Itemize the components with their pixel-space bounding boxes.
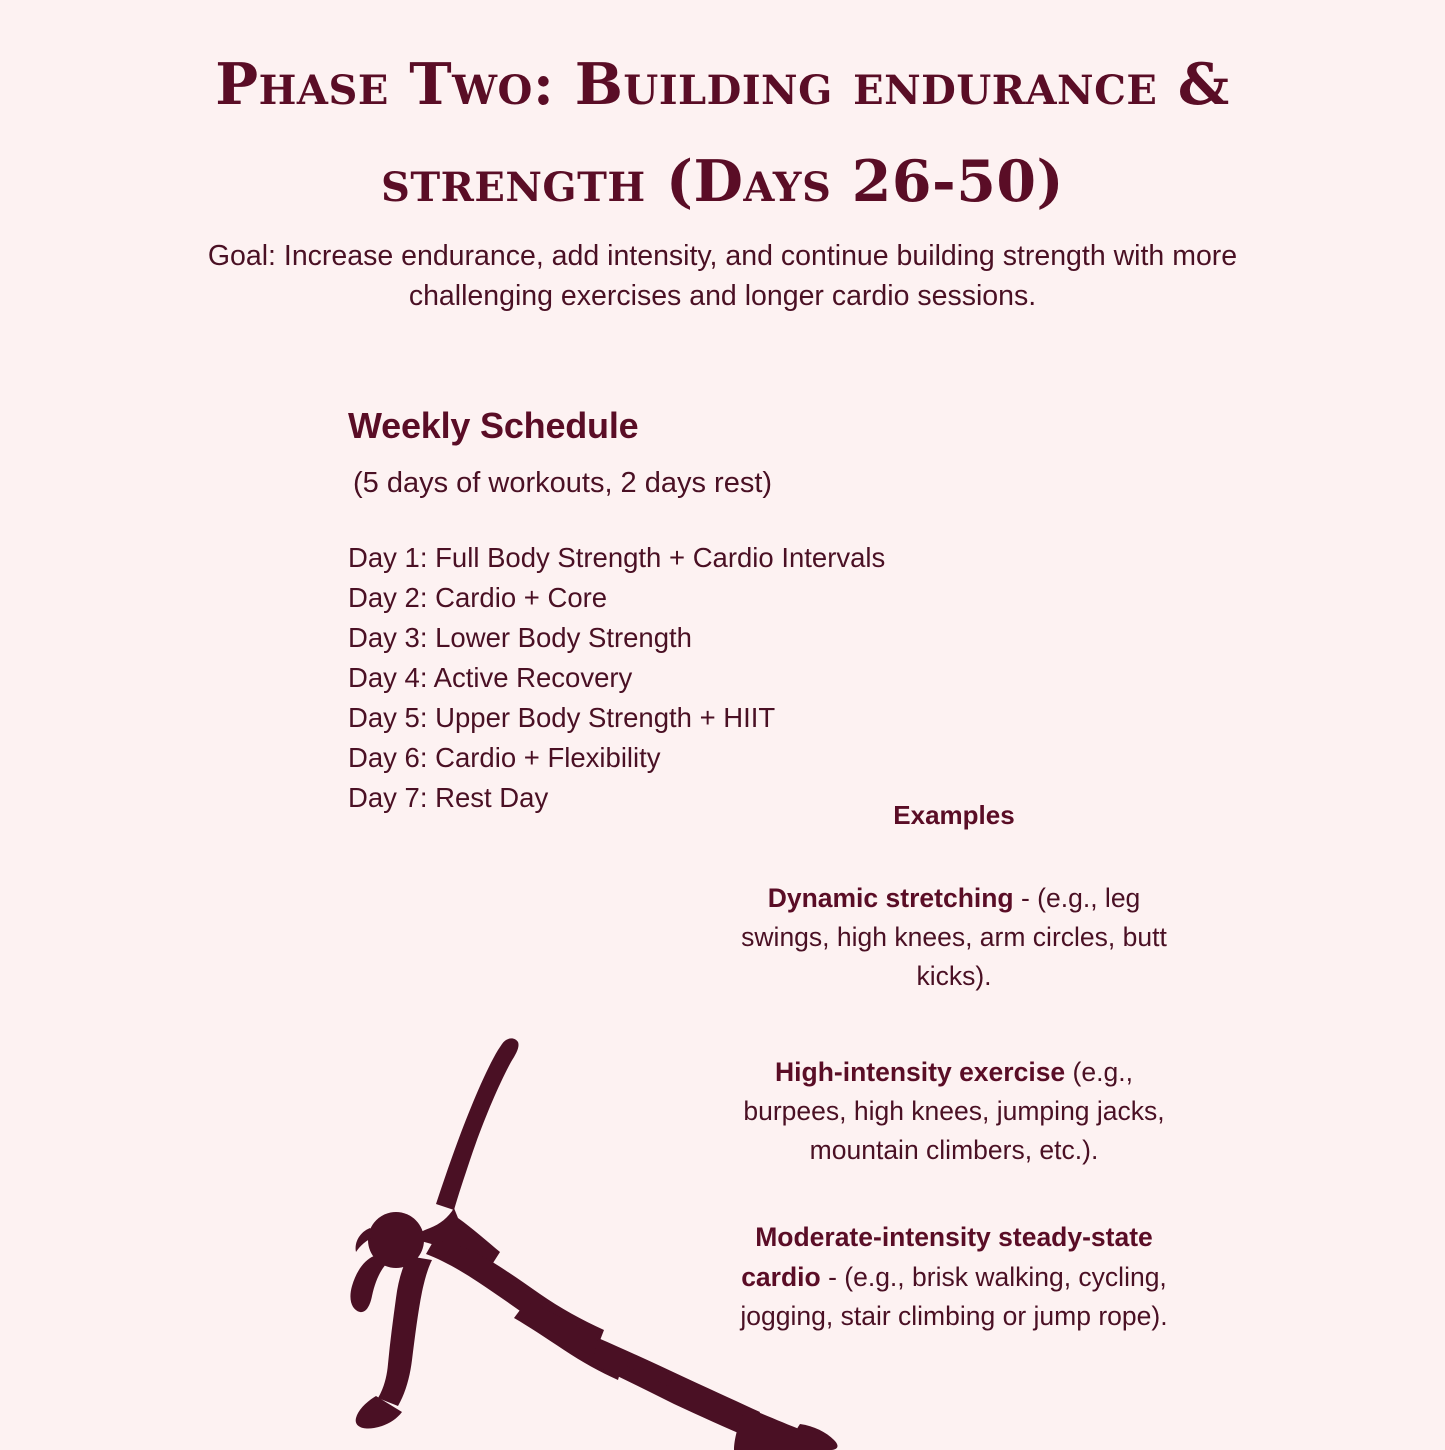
list-item: Day 4: Active Recovery: [348, 662, 633, 693]
list-item: Day 7: Rest Day: [348, 782, 549, 813]
page-title: [0, 0, 1445, 215]
list-item: Day 6: Cardio + Flexibility: [348, 742, 661, 773]
side-plank-silhouette: [330, 1020, 850, 1450]
example-description: (e.g., burpees, high knees, jumping jacks, mountain climbers, etc.).: [743, 1056, 1165, 1166]
weekly-schedule-subheading: (5 days of workouts, 2 days rest): [353, 467, 773, 499]
list-item: Day 1: Full Body Strength + Cardio Intervals: [348, 542, 886, 573]
example-term: High-intensity exercise: [775, 1056, 1066, 1087]
example-description: - (e.g., leg swings, high knees, arm circles, butt kicks).: [741, 883, 1167, 992]
examples-heading: Examples: [893, 800, 1015, 830]
example-item: [722, 879, 1186, 997]
weekly-schedule-section: [348, 405, 988, 818]
goal-text: Goal: Increase endurance, add intensity, and continue building strength with more challenging exercises and longer cardio sessions.: [207, 240, 1238, 313]
list-item: Day 5: Upper Body Strength + HIIT: [348, 702, 776, 733]
title-line-1: Phase Two: Building endurance &: [215, 51, 1230, 118]
list-item: Day 3: Lower Body Strength: [348, 622, 692, 653]
day-list: [348, 538, 988, 818]
example-term: Moderate-intensity steady-state cardio: [741, 1222, 1153, 1292]
list-item: Day 2: Cardio + Core: [348, 582, 608, 613]
example-description: - (e.g., brisk walking, cycling, jogging, stair climbing or jump rope).: [740, 1261, 1168, 1331]
example-term: Dynamic stretching: [767, 883, 1014, 913]
title-line-2: strength (Days 26-50): [380, 148, 1064, 215]
weekly-schedule-heading: Weekly Schedule: [348, 405, 639, 446]
